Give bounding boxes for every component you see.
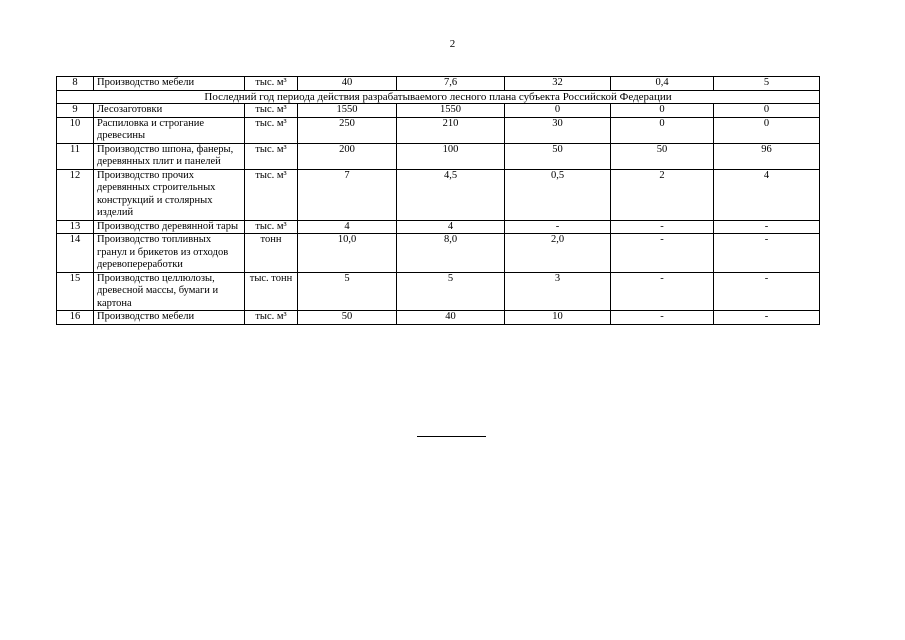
row-value: 0 bbox=[505, 104, 611, 118]
row-value: 5 bbox=[397, 272, 505, 311]
table-row bbox=[57, 234, 820, 273]
row-value: 3 bbox=[505, 272, 611, 311]
row-name: Производство деревянной тары bbox=[94, 220, 245, 234]
row-number: 15 bbox=[57, 272, 94, 311]
row-value: 100 bbox=[397, 143, 505, 169]
row-value: 4,5 bbox=[397, 169, 505, 220]
table-row bbox=[57, 169, 820, 220]
row-value: 40 bbox=[298, 77, 397, 91]
row-value: 250 bbox=[298, 117, 397, 143]
row-value: - bbox=[714, 272, 820, 311]
row-name: Производство топливных гранул и брикетов из отходов деревопереработки bbox=[94, 234, 245, 273]
row-value: 50 bbox=[505, 143, 611, 169]
row-value: 50 bbox=[611, 143, 714, 169]
section-title: Последний год периода действия разрабатываемого лесного плана субъекта Российской Федерации bbox=[57, 90, 820, 104]
row-unit: тыс. тонн bbox=[245, 272, 298, 311]
table-row bbox=[57, 143, 820, 169]
table-row bbox=[57, 272, 820, 311]
row-unit: тыс. м³ bbox=[245, 77, 298, 91]
row-value: 0,5 bbox=[505, 169, 611, 220]
row-value: 210 bbox=[397, 117, 505, 143]
row-value: - bbox=[611, 311, 714, 325]
row-value: 1550 bbox=[397, 104, 505, 118]
row-unit: тыс. м³ bbox=[245, 311, 298, 325]
row-value: 4 bbox=[714, 169, 820, 220]
row-value: 40 bbox=[397, 311, 505, 325]
row-value: - bbox=[505, 220, 611, 234]
row-value: - bbox=[714, 220, 820, 234]
row-number: 8 bbox=[57, 77, 94, 91]
row-number: 13 bbox=[57, 220, 94, 234]
row-value: 0,4 bbox=[611, 77, 714, 91]
row-value: 7 bbox=[298, 169, 397, 220]
table-row bbox=[57, 104, 820, 118]
table-row bbox=[57, 220, 820, 234]
row-unit: тыс. м³ bbox=[245, 143, 298, 169]
row-value: 50 bbox=[298, 311, 397, 325]
row-value: - bbox=[611, 220, 714, 234]
table-row bbox=[57, 77, 820, 91]
row-value: 2,0 bbox=[505, 234, 611, 273]
row-value: 32 bbox=[505, 77, 611, 91]
row-value: 200 bbox=[298, 143, 397, 169]
row-value: - bbox=[714, 234, 820, 273]
row-unit: тыс. м³ bbox=[245, 104, 298, 118]
row-name: Лесозаготовки bbox=[94, 104, 245, 118]
row-value: 4 bbox=[397, 220, 505, 234]
forest-products-table bbox=[56, 76, 820, 325]
page-number: 2 bbox=[449, 38, 456, 50]
section-row bbox=[57, 90, 820, 104]
row-value: 96 bbox=[714, 143, 820, 169]
row-value: 0 bbox=[714, 104, 820, 118]
row-unit: тыс. м³ bbox=[245, 117, 298, 143]
row-value: 2 bbox=[611, 169, 714, 220]
row-value: 8,0 bbox=[397, 234, 505, 273]
row-name: Производство прочих деревянных строительных конструкций и столярных изделий bbox=[94, 169, 245, 220]
row-number: 12 bbox=[57, 169, 94, 220]
row-value: - bbox=[611, 272, 714, 311]
row-value: - bbox=[611, 234, 714, 273]
row-number: 9 bbox=[57, 104, 94, 118]
row-value: 5 bbox=[714, 77, 820, 91]
row-value: 0 bbox=[714, 117, 820, 143]
table-row bbox=[57, 117, 820, 143]
row-number: 10 bbox=[57, 117, 94, 143]
row-value: 4 bbox=[298, 220, 397, 234]
row-unit: тыс. м³ bbox=[245, 169, 298, 220]
row-number: 11 bbox=[57, 143, 94, 169]
end-divider bbox=[417, 436, 486, 437]
row-name: Производство шпона, фанеры, деревянных плит и панелей bbox=[94, 143, 245, 169]
row-value: 10 bbox=[505, 311, 611, 325]
row-number: 16 bbox=[57, 311, 94, 325]
row-value: 1550 bbox=[298, 104, 397, 118]
row-unit: тонн bbox=[245, 234, 298, 273]
table-row bbox=[57, 311, 820, 325]
row-name: Производство мебели bbox=[94, 77, 245, 91]
row-name: Производство мебели bbox=[94, 311, 245, 325]
row-value: - bbox=[714, 311, 820, 325]
row-value: 7,6 bbox=[397, 77, 505, 91]
row-unit: тыс. м³ bbox=[245, 220, 298, 234]
row-name: Производство целлюлозы, древесной массы, бумаги и картона bbox=[94, 272, 245, 311]
row-value: 0 bbox=[611, 104, 714, 118]
row-value: 5 bbox=[298, 272, 397, 311]
row-value: 10,0 bbox=[298, 234, 397, 273]
row-name: Распиловка и строгание древесины bbox=[94, 117, 245, 143]
row-number: 14 bbox=[57, 234, 94, 273]
row-value: 0 bbox=[611, 117, 714, 143]
row-value: 30 bbox=[505, 117, 611, 143]
